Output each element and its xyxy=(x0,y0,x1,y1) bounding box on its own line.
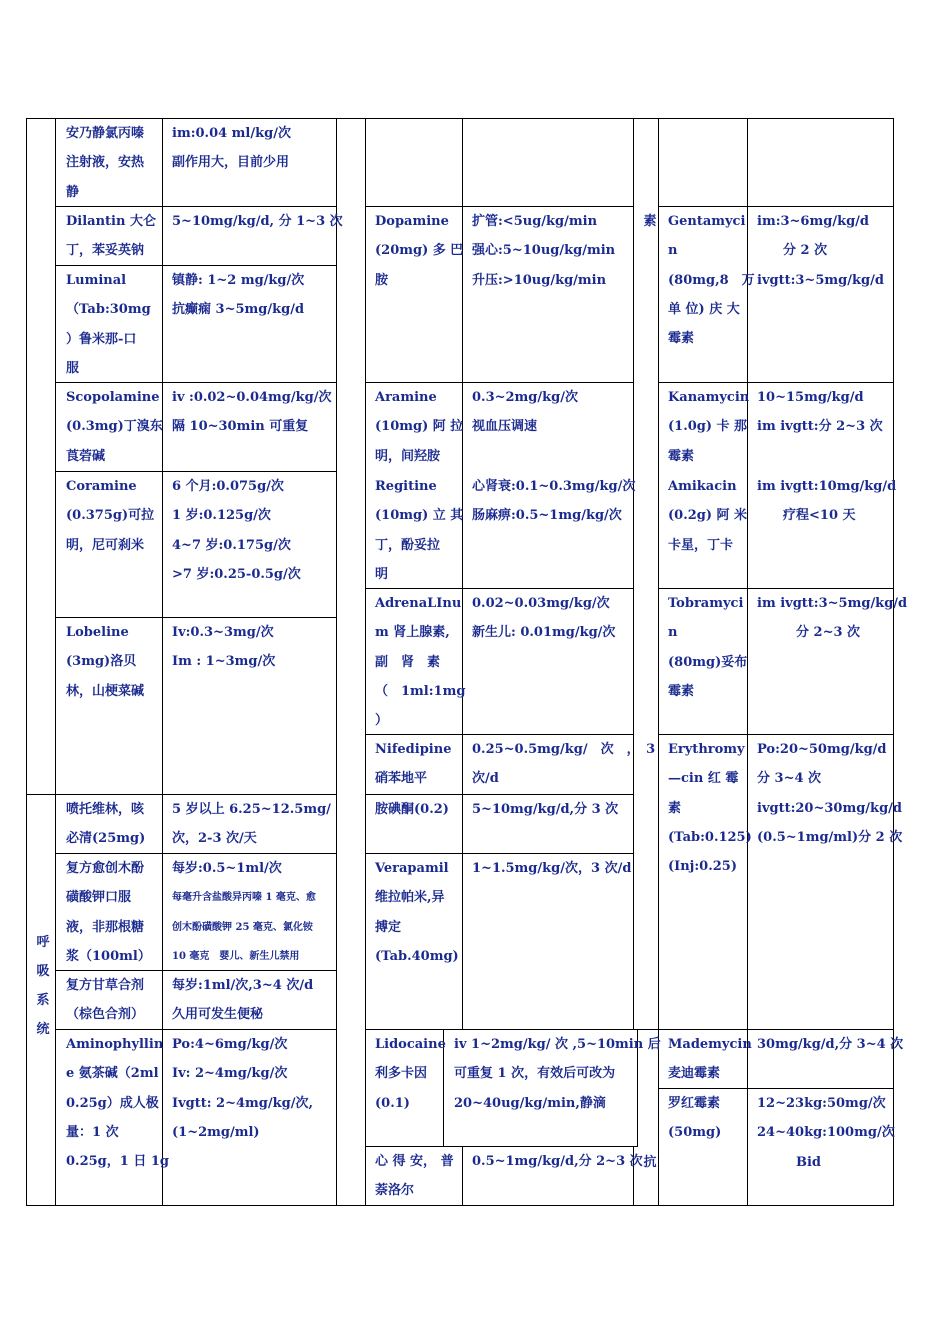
col1-dose-1: 5~10mg/kg/d, 分 1~3 次 xyxy=(172,214,343,229)
col3-drug-0: Gentamyci n (80mg,8 万 单 位) 庆 大 霉素 xyxy=(668,214,755,347)
table-border-bottom xyxy=(26,1205,894,1206)
col3-dose-6: 12~23kg:50mg/次 24~40kg:100mg/次 Bid xyxy=(757,1096,895,1170)
col2-drug-2: Regitine (10mg) 立 其 丁，酚妥拉 明 xyxy=(375,479,464,582)
col2-drug-3: AdrenaLInu m 肾上腺素, 副 肾 素 （ 1ml:1mg ） xyxy=(375,596,466,729)
section-label-antibiotic-mid: 素 xyxy=(643,214,657,229)
col3-drug-1: Kanamycin (1.0g) 卡 那 霉素 xyxy=(668,390,750,464)
col1-dose-3: iv :0.02~0.04mg/kg/次 隔 10~30min 可重复 xyxy=(172,390,332,435)
col3-drug-2: Amikacin (0.2g) 阿 米 卡星，丁卡 xyxy=(668,479,748,553)
col3-dose-1: 10~15mg/kg/d im ivgtt:分 2~3 次 xyxy=(757,390,883,435)
col3-dose-4: Po:20~50mg/kg/d 分 3~4 次 ivgtt:20~30mg/kg/d (0.5~1mg/ml)分 2 次 xyxy=(757,742,903,845)
col3-drug-6: 罗红霉素 (50mg) xyxy=(668,1096,722,1141)
col2-dose-5: 5~10mg/kg/d,分 3 次 xyxy=(472,802,619,817)
col-line xyxy=(365,118,366,1206)
col2-dose-0: 扩管:<5ug/kg/min 强心:5~10ug/kg/min 升压:>10ug/kg/min xyxy=(472,214,616,288)
table-border-left xyxy=(26,118,27,1206)
col2-drug-6: Verapamil 维拉帕米,异 搏定 (Tab.40mg) xyxy=(375,861,459,964)
section-label-antibiotic-bottom: 抗 xyxy=(643,1155,657,1170)
col-line xyxy=(55,118,56,1206)
col2-drug-7: Lidocaine 利多卡因 (0.1) xyxy=(375,1037,446,1111)
col1-drug-6: 喷托维林，咳 必清(25mg) xyxy=(66,802,146,847)
col-line xyxy=(462,1146,463,1206)
col2-drug-4: Nifedipine 硝苯地平 xyxy=(375,742,452,787)
col1-dose-2: 镇静: 1~2 mg/kg/次 抗癫痫 3~5mg/kg/d xyxy=(172,273,305,318)
col2-dose-2: 心肾衰:0.1~0.3mg/kg/次 肠麻痹:0.5~1mg/kg/次 xyxy=(472,479,636,524)
col1-dose-6: 5 岁以上 6.25~12.5mg/ 次，2-3 次/天 xyxy=(172,802,331,847)
col1-dose-8: 每岁:1ml/次,3~4 次/d 久用可发生便秘 xyxy=(172,978,314,1023)
col1-drug-3: Scopolamine (0.3mg)丁溴东 莨菪碱 xyxy=(66,390,163,464)
section-label-respiratory: 呼吸系统 xyxy=(36,935,50,1037)
col3-drug-3: Tobramyci n (80mg)妥布 霉素 xyxy=(668,596,748,699)
col3-dose-2: im ivgtt:10mg/kg/d 疗程<10 天 xyxy=(757,479,897,524)
col2-drug-5: 胺碘酮(0.2) xyxy=(375,802,449,817)
col1-drug-7: 复方愈创木酚 磺酸钾口服 液，非那根糖 浆（100ml） xyxy=(66,861,151,964)
col3-drug-5: Mademycin 麦迪霉素 xyxy=(668,1037,752,1082)
col1-drug-0: 安乃静氯丙嗪 注射液，安热 静 xyxy=(66,126,145,200)
col-line xyxy=(633,118,634,1029)
col1-dose-5: Iv:0.3~3mg/次 Im : 1~3mg/次 xyxy=(172,625,276,670)
col1-drug-8: 复方甘草合剂 （棕色合剂） xyxy=(66,978,145,1023)
col1-drug-1: Dilantin 大仑 丁，苯妥英钠 xyxy=(66,214,156,259)
col1-drug-5: Lobeline (3mg)洛贝 林，山梗菜碱 xyxy=(66,625,145,699)
col2-dose-6: 1~1.5mg/kg/次，3 次/d xyxy=(472,861,632,876)
col3-dose-0: im:3~6mg/kg/d 分 2 次 ivgtt:3~5mg/kg/d xyxy=(757,214,884,288)
col1-dose-7: 每岁:0.5~1ml/次 每毫升含盐酸异丙嗪 1 毫克、愈 创木酚磺酸钾 25 毫克、氯化铵 10 毫克 婴儿、新生儿禁用 xyxy=(172,861,316,962)
col2-dose-3: 0.02~0.03mg/kg/次 新生儿: 0.01mg/kg/次 xyxy=(472,596,616,641)
col1-dose-9: Po:4~6mg/kg/次 Iv: 2~4mg/kg/次 Ivgtt: 2~4mg/kg/次, (1~2mg/ml) xyxy=(172,1037,314,1140)
table-border-top xyxy=(26,118,894,119)
col3-dose-3: im ivgtt:3~5mg/kg/d 分 2~3 次 xyxy=(757,596,908,641)
col3-drug-4: Erythromy —cin 红 霉 素 (Tab:0.125) (Inj:0.25) xyxy=(668,742,752,875)
col2-dose-1: 0.3~2mg/kg/次 视血压调速 xyxy=(472,390,578,435)
col1-drug-4: Coramine (0.375g)可拉 明，尼可刹米 xyxy=(66,479,155,553)
col1-drug-9: Aminophyllin e 氨茶碱（2ml 0.25g）成人极 量：1 次 0.25g，1 日 1g xyxy=(66,1037,169,1170)
col2-dose-4: 0.25~0.5mg/kg/ 次 ， 3 次/d xyxy=(472,742,656,787)
col2-drug-0: Dopamine (20mg) 多 巴 胺 xyxy=(375,214,464,288)
col1-dose-0: im:0.04 ml/kg/次 副作用大，目前少用 xyxy=(172,126,291,171)
col2-dose-8: 0.5~1mg/kg/d,分 2~3 次 xyxy=(472,1154,643,1169)
col2-drug-1: Aramine (10mg) 阿 拉 明，间羟胺 xyxy=(375,390,464,464)
col2-dose-7: iv 1~2mg/kg/ 次 ,5~10min 后 可重复 1 次，有效后可改为 20~40ug/kg/min,静滴 xyxy=(454,1037,661,1111)
col2-drug-8: 心 得 安， 普 萘洛尔 xyxy=(375,1154,454,1199)
col-line xyxy=(336,118,337,1206)
col1-drug-2: Luminal （Tab:30mg ）鲁米那-口 服 xyxy=(66,273,151,376)
col3-dose-5: 30mg/kg/d,分 3~4 次 xyxy=(757,1037,904,1052)
col1-dose-4: 6 个月:0.075g/次 1 岁:0.125g/次 4~7 岁:0.175g/次 >7 岁:0.25-0.5g/次 xyxy=(172,479,301,582)
